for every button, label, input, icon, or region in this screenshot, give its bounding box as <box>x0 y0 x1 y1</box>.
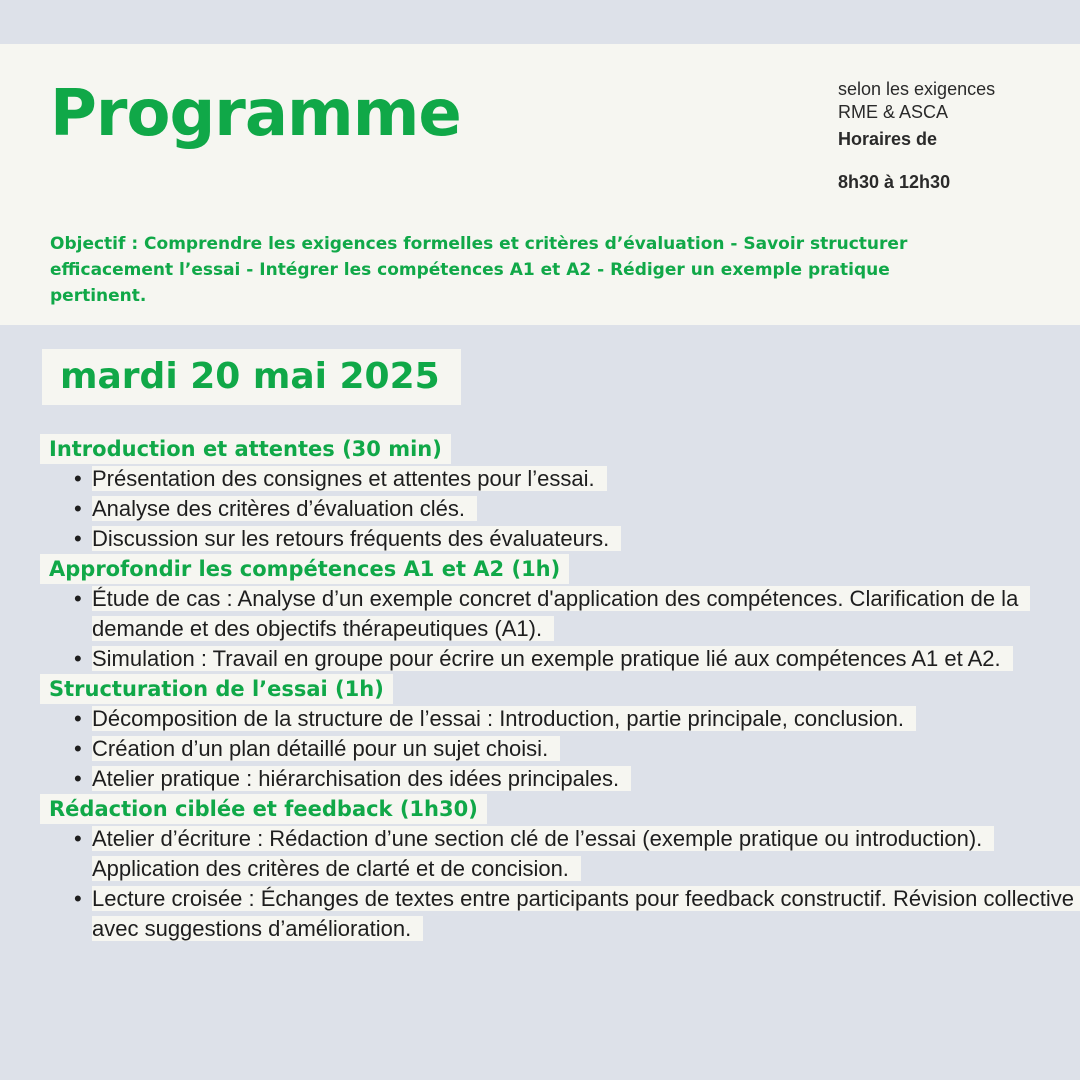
page-title: Programme <box>50 77 461 151</box>
section <box>0 674 1080 794</box>
section-heading: Structuration de l’essai (1h) <box>40 674 393 704</box>
list-item: • Décomposition de la structure de l’essai : Introduction, partie principale, conclusion. <box>66 704 1080 734</box>
objective-text: Objectif : Comprendre les exigences formelles et critères d’évaluation - Savoir structurer efficacement l’essai - Intégrer les compétences A1 et A2 - Rédiger un exemple pratique pertinent. <box>50 234 908 306</box>
section <box>0 794 1080 944</box>
list-item: • Analyse des critères d’évaluation clés. <box>66 494 1080 524</box>
list-item: • Atelier pratique : hiérarchisation des idées principales. <box>66 764 1080 794</box>
list-item: • Simulation : Travail en groupe pour écrire un exemple pratique lié aux compétences A1 et A2. <box>66 644 1080 674</box>
hours-label: Horaires de <box>838 129 938 149</box>
section-heading: Introduction et attentes (30 min) <box>40 434 451 464</box>
meta-line-2: RME & ASCA <box>838 102 949 122</box>
list-item: • Création d’un plan détaillé pour un sujet choisi. <box>66 734 1080 764</box>
section-heading: Rédaction ciblée et feedback (1h30) <box>40 794 487 824</box>
session-date: mardi 20 mai 2025 <box>60 356 440 397</box>
list-item: • Présentation des consignes et attentes pour l’essai. <box>66 464 1080 494</box>
list-item: • Atelier d’écriture : Rédaction d’une section clé de l’essai (exemple pratique ou introduction). Application des critères de clarté et de concision. <box>66 824 1080 884</box>
section <box>0 434 1080 554</box>
list-item: • Étude de cas : Analyse d’un exemple concret d'application des compétences. Clarification de la demande et des objectifs thérapeutiques (A1). <box>66 584 1080 644</box>
list-item: • Lecture croisée : Échanges de textes entre participants pour feedback constructif. Révision collective avec suggestions d’amélioration. <box>66 884 1080 944</box>
meta-info <box>838 78 1068 194</box>
section-list <box>66 584 1080 674</box>
section-list <box>66 704 1080 794</box>
meta-line-1: selon les exigences <box>838 79 996 99</box>
section-list <box>66 464 1080 554</box>
hours-value: 8h30 à 12h30 <box>838 172 951 192</box>
date-badge <box>42 349 461 405</box>
header-panel <box>0 44 1080 325</box>
section-list <box>66 824 1080 944</box>
program-sections <box>0 434 1080 944</box>
section <box>0 554 1080 674</box>
list-item: • Discussion sur les retours fréquents des évaluateurs. <box>66 524 1080 554</box>
section-heading: Approfondir les compétences A1 et A2 (1h) <box>40 554 569 584</box>
